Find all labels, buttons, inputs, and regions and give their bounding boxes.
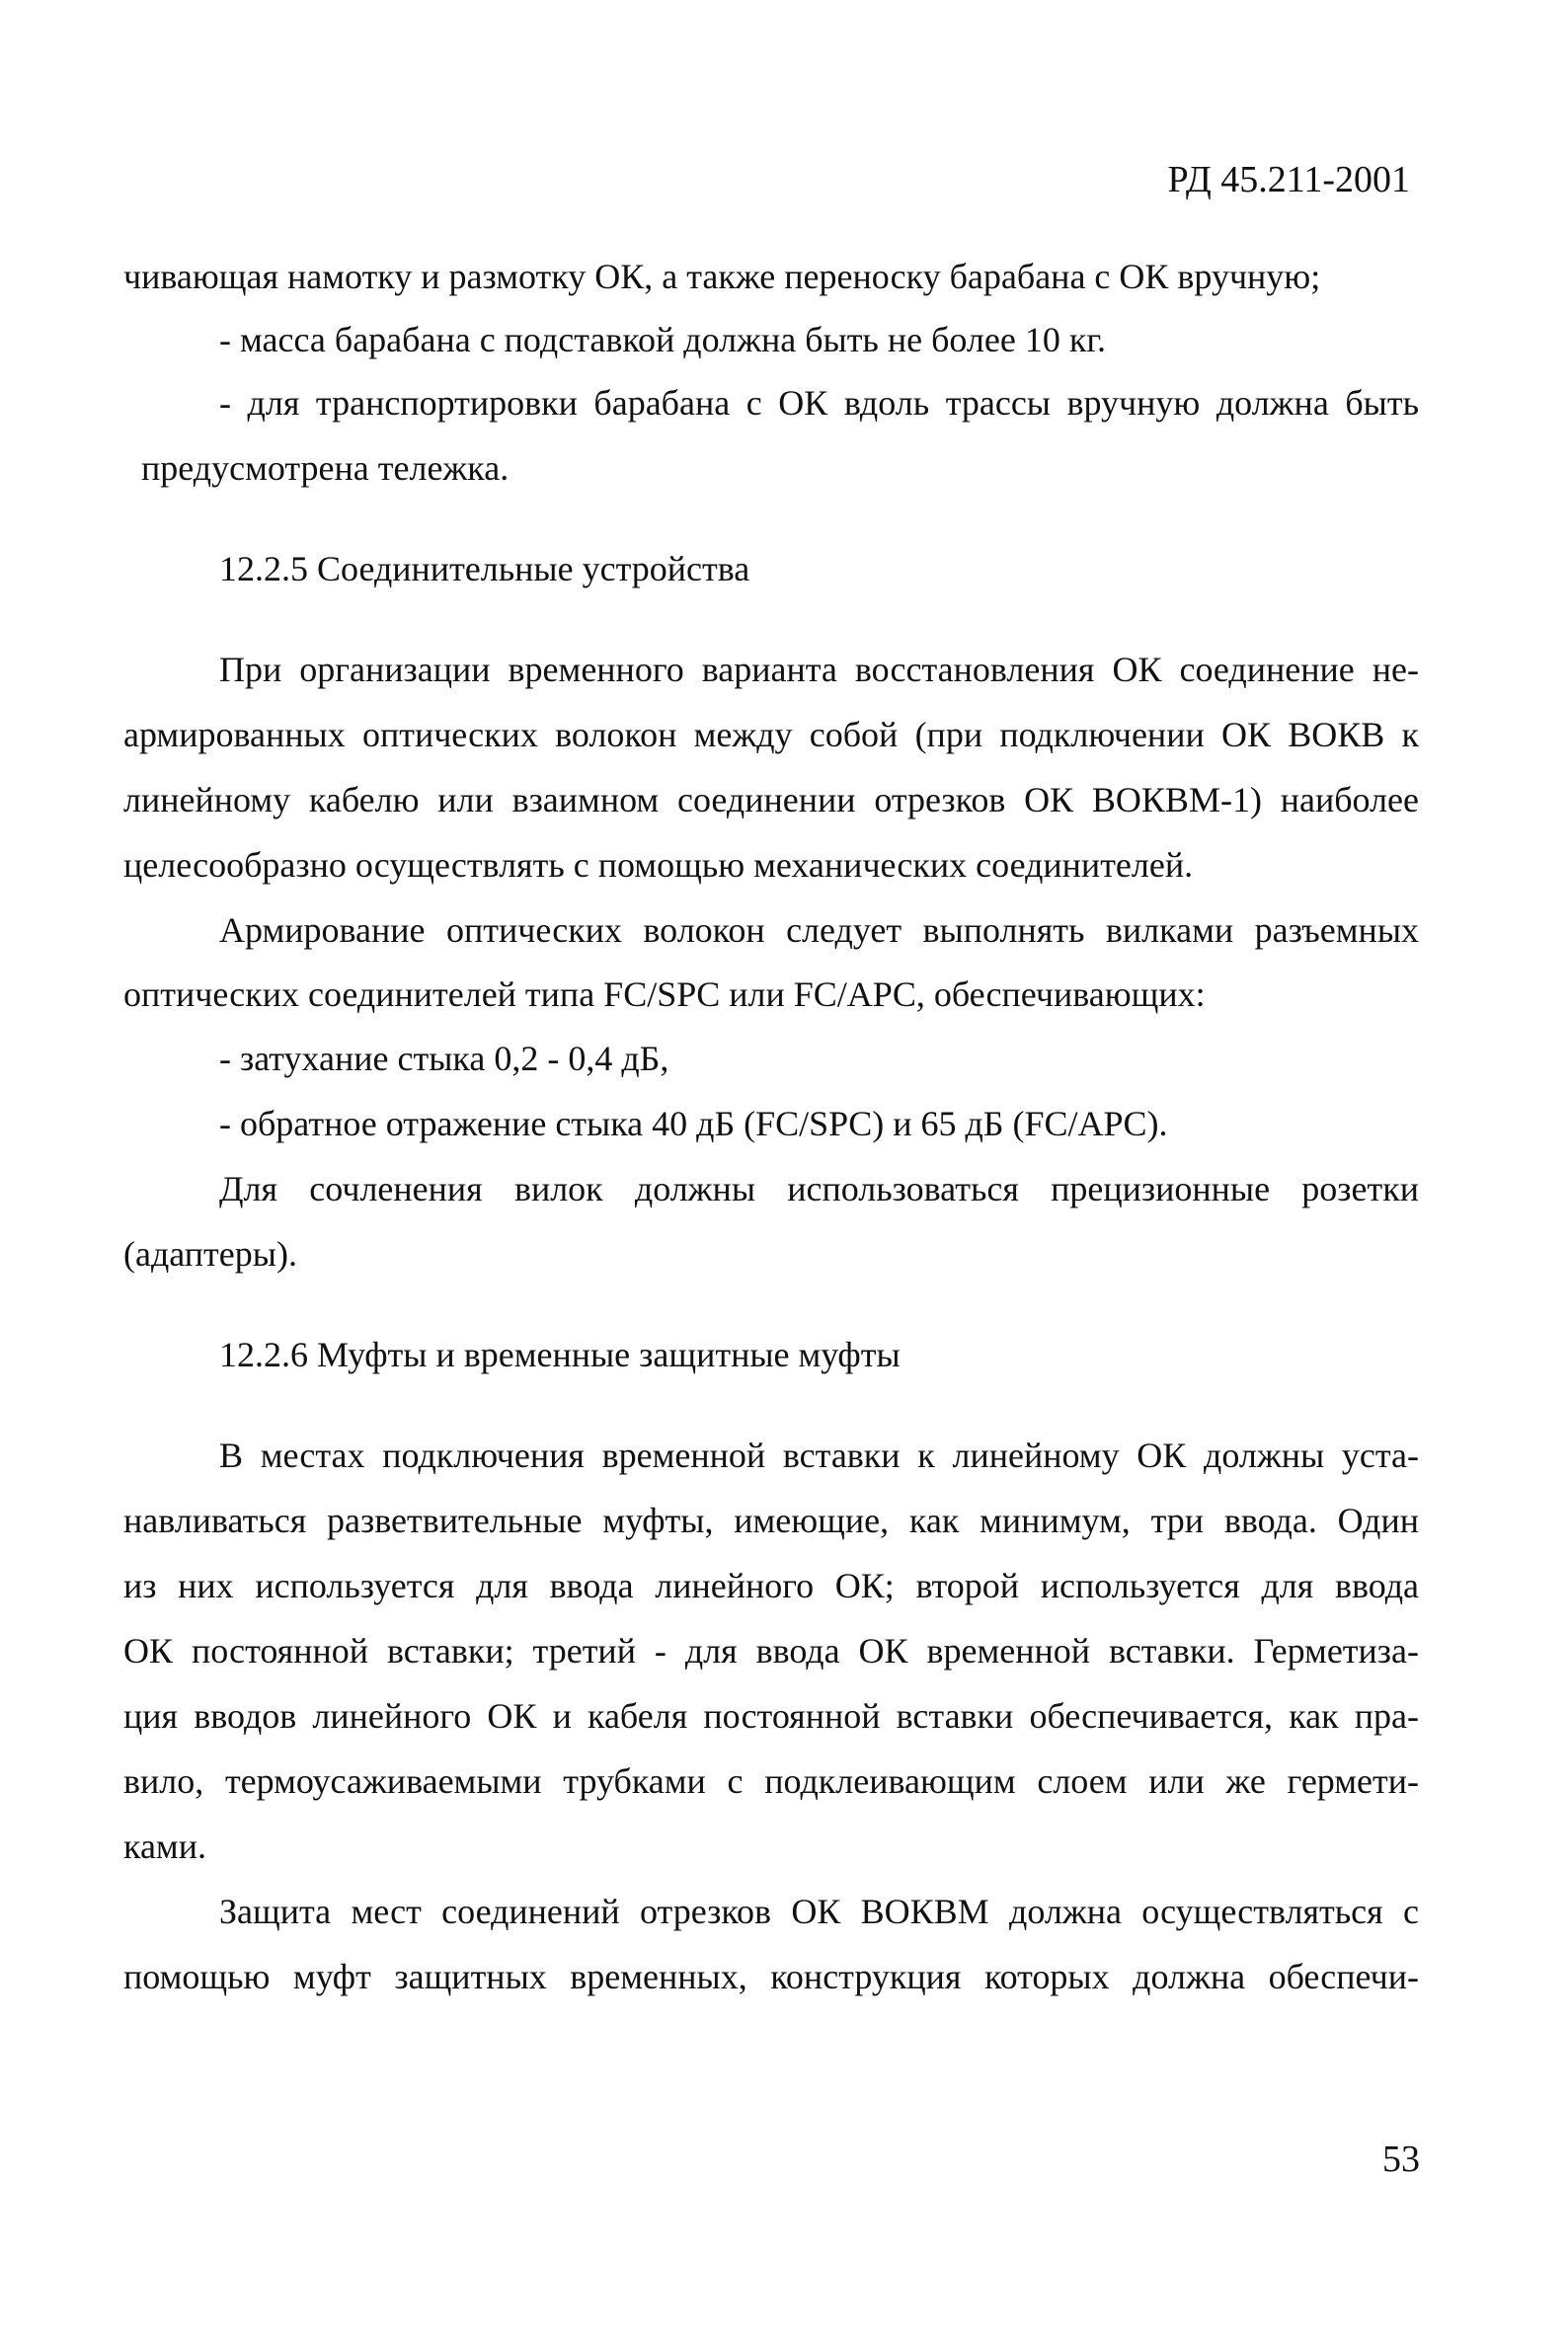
text-line: чивающая намотку и размотку ОК, а также переноску барабана с ОК вручную; bbox=[123, 257, 1321, 296]
text-line: Для сочленения вилок должны использоваться прецизионные розетки bbox=[219, 1169, 1419, 1208]
text-line: При организации временного варианта восстановления ОК соединение не- bbox=[219, 650, 1419, 689]
text-line: Защита мест соединений отрезков ОК ВОКВМ должна осуществляться с bbox=[219, 1892, 1419, 1931]
section-heading: 12.2.6 Муфты и временные защитные муфты bbox=[219, 1335, 901, 1374]
text-line: оптических соединителей типа FC/SPC или FC/APC, обеспечивающих: bbox=[123, 974, 1206, 1014]
text-line: вило, термоусаживаемыми трубками с подклеивающим слоем или же гермети- bbox=[123, 1761, 1419, 1801]
text-line: - обратное отражение стыка 40 дБ (FC/SPC) и 65 дБ (FC/APC). bbox=[219, 1104, 1168, 1143]
text-line: ОК постоянной вставки; третий - для ввода ОК временной вставки. Герметиза- bbox=[123, 1631, 1419, 1671]
document-code: РД 45.211-2001 bbox=[1167, 159, 1410, 200]
text-line: помощью муфт защитных временных, конструкция которых должна обеспечи- bbox=[123, 1957, 1419, 1996]
text-line: из них используется для ввода линейного ОК; второй используется для ввода bbox=[123, 1566, 1419, 1605]
text-line: В местах подключения временной вставки к линейному ОК должны уста- bbox=[219, 1436, 1419, 1475]
text-line: линейному кабелю или взаимном соединении отрезков ОК ВОКВМ-1) наиболее bbox=[123, 780, 1419, 819]
text-line: - масса барабана с подставкой должна быть не более 10 кг. bbox=[219, 320, 1107, 359]
text-line: предусмотрена тележка. bbox=[141, 448, 510, 488]
text-line: (адаптеры). bbox=[123, 1234, 297, 1274]
section-heading: 12.2.5 Соединительные устройства bbox=[219, 549, 750, 588]
text-line: армированных оптических волокон между собой (при подключении ОК ВОКВ к bbox=[123, 715, 1419, 754]
text-line: ция вводов линейного ОК и кабеля постоянной вставки обеспечивается, как пра- bbox=[123, 1696, 1419, 1736]
text-line: навливаться разветвительные муфты, имеющие, как минимум, три ввода. Один bbox=[123, 1501, 1419, 1540]
text-line: ками. bbox=[123, 1827, 206, 1866]
text-line: Армирование оптических волокон следует выполнять вилками разъемных bbox=[219, 910, 1419, 950]
text-line: - для транспортировки барабана с ОК вдоль трассы вручную должна быть bbox=[219, 383, 1419, 423]
text-line: целесообразно осуществлять с помощью механических соединителей. bbox=[123, 845, 1194, 885]
text-line: - затухание стыка 0,2 - 0,4 дБ, bbox=[219, 1039, 669, 1078]
page-number: 53 bbox=[1382, 2139, 1420, 2180]
